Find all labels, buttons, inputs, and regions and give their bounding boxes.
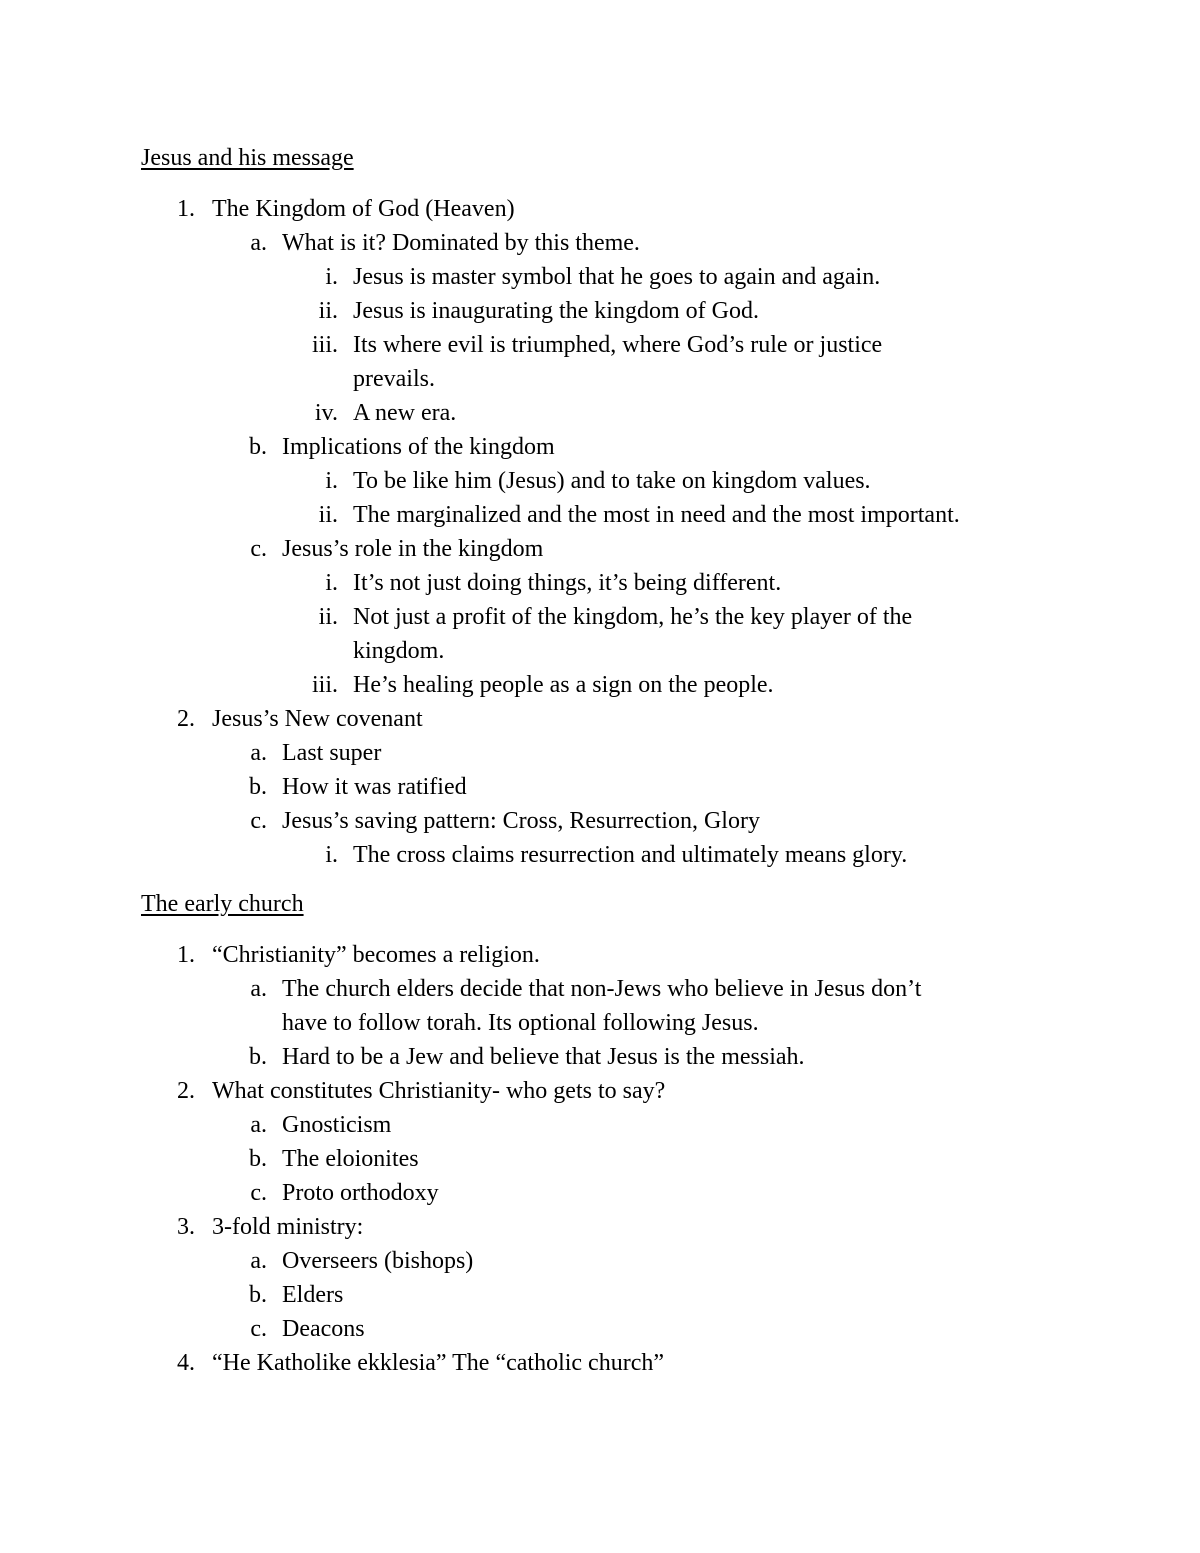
list-item-text: “He Katholike ekklesia” The “catholic church” xyxy=(212,1350,665,1376)
list-marker: 4. xyxy=(177,1350,195,1376)
list-marker: 2. xyxy=(177,706,195,732)
list-item-text: What is it? Dominated by this theme. xyxy=(282,230,640,256)
list-item-text: Its where evil is triumphed, where God’s rule or justice xyxy=(353,332,883,358)
list-marker: ii. xyxy=(318,298,338,324)
list-item-text: Jesus’s New covenant xyxy=(212,706,423,732)
list-marker: ii. xyxy=(318,502,338,528)
list-item-text: Jesus is inaugurating the kingdom of God. xyxy=(353,298,759,324)
list-marker: i. xyxy=(325,468,338,494)
list-item-text: Elders xyxy=(282,1282,344,1308)
list-marker: iii. xyxy=(311,672,338,698)
list-marker: iii. xyxy=(311,332,338,358)
list-marker: a. xyxy=(250,230,267,256)
list-marker: b. xyxy=(249,1146,267,1172)
list-marker: a. xyxy=(250,1112,267,1138)
list-marker: c. xyxy=(250,808,267,834)
list-marker: c. xyxy=(250,536,267,562)
list-item-text: How it was ratified xyxy=(282,774,467,800)
list-marker: b. xyxy=(249,434,267,460)
list-item-text: Overseers (bishops) xyxy=(282,1248,474,1274)
list-marker: b. xyxy=(249,1282,267,1308)
list-item-text: To be like him (Jesus) and to take on kingdom values. xyxy=(353,468,871,494)
list-marker: c. xyxy=(250,1316,267,1342)
list-item-text: The Kingdom of God (Heaven) xyxy=(212,196,515,222)
list-marker: c. xyxy=(250,1180,267,1206)
list-item-text: 3-fold ministry: xyxy=(212,1214,364,1240)
list-marker: b. xyxy=(249,774,267,800)
list-item-text: kingdom. xyxy=(353,638,445,664)
list-marker: i. xyxy=(325,842,338,868)
list-item-text: “Christianity” becomes a religion. xyxy=(212,942,540,968)
list-marker: 1. xyxy=(177,196,195,222)
list-item-text: have to follow torah. Its optional following Jesus. xyxy=(282,1010,759,1036)
list-item-text: prevails. xyxy=(353,366,435,392)
list-item-text: Last super xyxy=(282,740,382,766)
list-marker: a. xyxy=(250,976,267,1002)
section-heading: Jesus and his message xyxy=(141,145,354,171)
list-marker: a. xyxy=(250,740,267,766)
list-item-text: The eloionites xyxy=(282,1146,419,1172)
list-item-text: Jesus’s role in the kingdom xyxy=(282,536,544,562)
list-item-text: Hard to be a Jew and believe that Jesus is the messiah. xyxy=(282,1044,805,1070)
list-item-text: The marginalized and the most in need and the most important. xyxy=(353,502,960,528)
list-item-text: He’s healing people as a sign on the people. xyxy=(353,672,774,698)
list-marker: b. xyxy=(249,1044,267,1070)
list-item-text: Jesus’s saving pattern: Cross, Resurrection, Glory xyxy=(282,808,760,834)
section-heading: The early church xyxy=(141,891,304,917)
list-item-text: Not just a profit of the kingdom, he’s the key player of the xyxy=(353,604,913,630)
list-marker: 2. xyxy=(177,1078,195,1104)
list-item-text: Deacons xyxy=(282,1316,365,1342)
list-marker: 1. xyxy=(177,942,195,968)
list-item-text: Gnosticism xyxy=(282,1112,392,1138)
list-item-text: Jesus is master symbol that he goes to again and again. xyxy=(353,264,881,290)
list-marker: 3. xyxy=(177,1214,195,1240)
list-marker: a. xyxy=(250,1248,267,1274)
list-item-text: A new era. xyxy=(353,400,457,426)
list-item-text: The church elders decide that non-Jews who believe in Jesus don’t xyxy=(282,976,922,1002)
list-item-text: Proto orthodoxy xyxy=(282,1180,439,1206)
list-item-text: The cross claims resurrection and ultimately means glory. xyxy=(353,842,908,868)
list-item-text: What constitutes Christianity- who gets to say? xyxy=(212,1078,666,1104)
list-item-text: Implications of the kingdom xyxy=(282,434,555,460)
list-marker: ii. xyxy=(318,604,338,630)
list-marker: iv. xyxy=(314,400,338,426)
list-item-text: It’s not just doing things, it’s being different. xyxy=(353,570,782,596)
list-marker: i. xyxy=(325,570,338,596)
list-marker: i. xyxy=(325,264,338,290)
